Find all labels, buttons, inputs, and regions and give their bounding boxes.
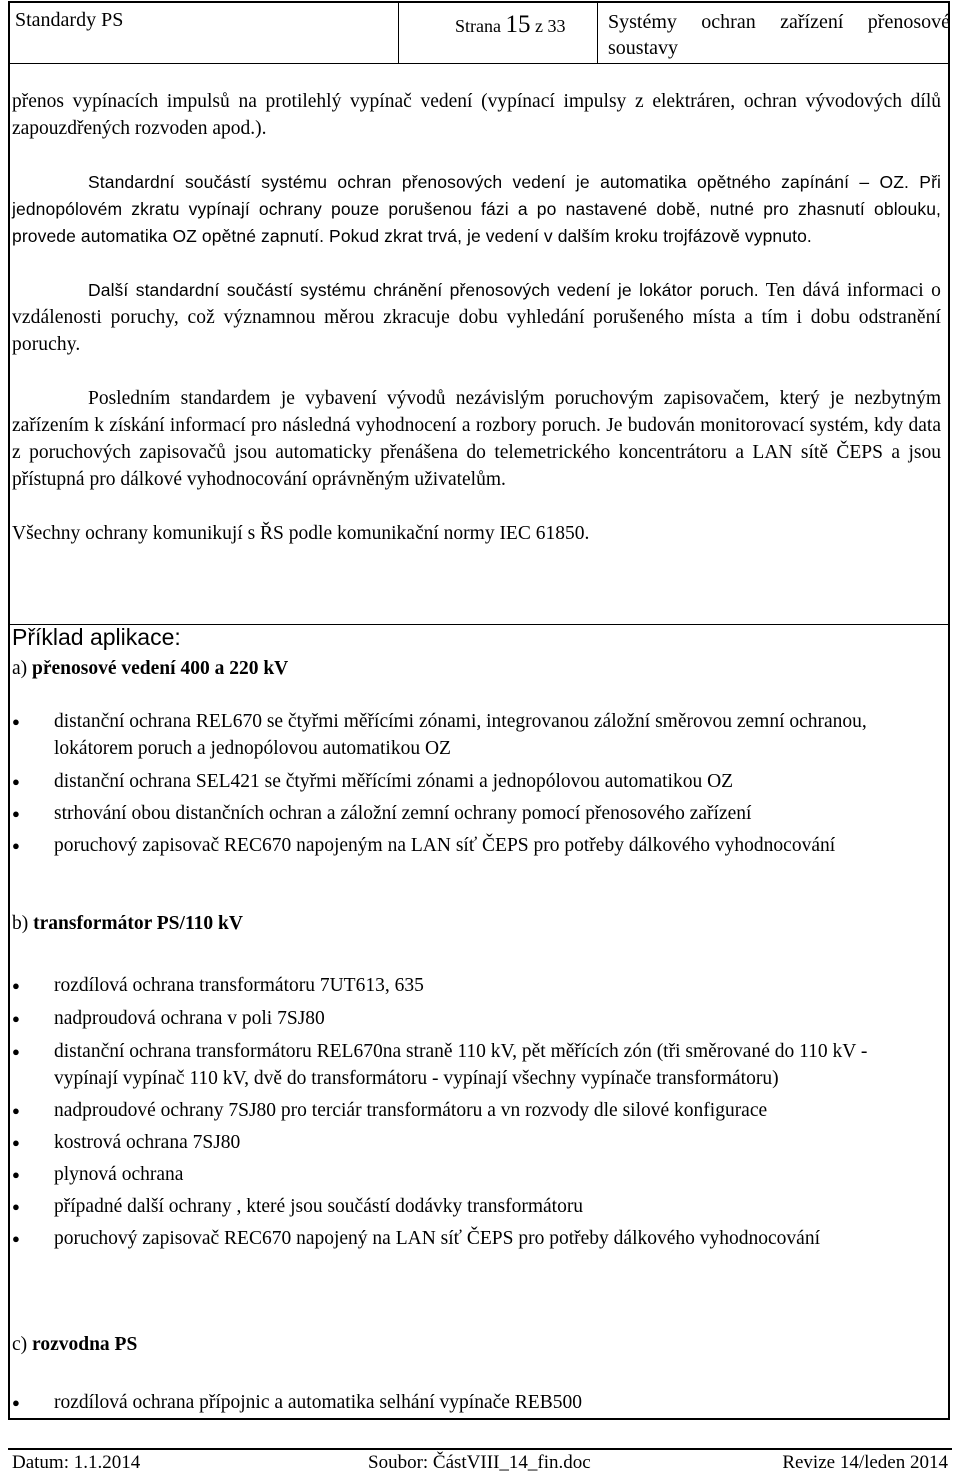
header-standard-title: Standardy PS <box>15 9 124 31</box>
page-number <box>455 11 565 39</box>
list-item: ● nadproudové ochrany 7SJ80 pro terciár transformátoru a vn rozvody dle silové konfigurace <box>12 1097 932 1124</box>
section-b-heading <box>12 913 243 935</box>
fault-locator-body: Ten dává informaci o vzdálenosti poruchy, což významnou měrou zkracuje dobu vyhledání porušeného místa a tím i dobu odstranění poruchy. <box>12 280 941 355</box>
page-of: z <box>534 16 543 36</box>
list-item: ● distanční ochrana SEL421 se čtyřmi měřícími zónami a jednopólovou automatikou OZ <box>12 768 932 795</box>
footer-revision: Revize 14/leden 2014 <box>782 1452 948 1473</box>
section-b-list <box>12 972 932 1252</box>
page-current: 15 <box>505 11 531 38</box>
header-title-line2: soustavy <box>608 37 678 59</box>
paragraph-transfer: přenos vypínacích impulsů na protilehlý vypínač vedení (vypínací impulsy z elektráren, ochran vývodových dílů zapouzdřených rozvoden apod.). <box>12 91 941 139</box>
header-title-line1: Systémy ochran zařízení přenosové <box>608 11 950 33</box>
paragraph-fault-recorder: Posledním standardem je vybavení vývodů nezávislým poruchovým zapisovačem, který je nezbytným zařízením k získání informací pro následná vyhodnocení a rozbory poruch. Je budován monitorovací systém, kdy data z poruchových zapisovačů jsou automaticky přenášena do telemetrického koncentrátoru a LAN sítě ČEPS a jsou přístupná pro dálkové vyhodnocování oprávněným uživatelům. <box>12 388 941 490</box>
header-document-title <box>608 9 950 61</box>
section-a-list <box>12 708 932 859</box>
footer-file: Soubor: ČástVIII_14_fin.doc <box>368 1452 591 1473</box>
body-text <box>12 88 941 547</box>
section-b-title: transformátor PS/110 kV <box>33 913 243 934</box>
list-item: ● plynová ochrana <box>12 1161 932 1188</box>
section-c-prefix: c) <box>12 1334 28 1355</box>
page-header <box>10 3 948 64</box>
section-b-prefix: b) <box>12 913 29 934</box>
section-c-title: rozvodna PS <box>32 1334 138 1355</box>
list-item: ● rozdílová ochrana transformátoru 7UT613, 635 <box>12 972 932 999</box>
list-item: ● poruchový zapisovač REC670 napojený na LAN síť ČEPS pro potřeby dálkového vyhodnocování <box>12 1225 932 1252</box>
section-a-heading <box>12 658 288 680</box>
list-item: ● případné další ochrany , které jsou součástí dodávky transformátoru <box>12 1193 932 1220</box>
list-item: ● strhování obou distančních ochran a záložní zemní ochrany pomocí přenosového zařízení <box>12 800 932 827</box>
header-page-cell <box>398 3 598 63</box>
footer-divider <box>8 1448 952 1450</box>
list-item: ● nadproudová ochrana v poli 7SJ80 <box>12 1005 932 1032</box>
list-item: ● kostrová ochrana 7SJ80 <box>12 1129 932 1156</box>
paragraph-auto-reclose <box>12 169 941 250</box>
paragraph-iec61850: Všechny ochrany komunikují s ŘS podle komunikační normy IEC 61850. <box>12 523 590 544</box>
list-item: ● poruchový zapisovač REC670 napojeným na LAN síť ČEPS pro potřeby dálkového vyhodnocování <box>12 832 932 859</box>
auto-reclose-lead: Standardní součástí systému ochran přenosových vedení je automatika opětného zapínání – OZ. <box>88 172 909 192</box>
list-item: ● distanční ochrana REL670 se čtyřmi měřícími zónami, integrovanou záložní směrovou zemní ochranou, lokátorem poruch a jednopólovou automatikou OZ <box>12 708 932 762</box>
section-a-prefix: a) <box>12 658 28 679</box>
section-a-title: přenosové vedení 400 a 220 kV <box>32 658 289 679</box>
header-standard-cell <box>10 3 398 63</box>
list-item: ● rozdílová ochrana přípojnic a automatika selhání vypínače REB500 <box>12 1389 932 1416</box>
example-heading: Příklad aplikace: <box>12 624 181 650</box>
list-item: ● distanční ochrana transformátoru REL670na straně 110 kV, pět měřících zón (tři směrované do 110 kV - vypínají vypínač 110 kV, dvě do transformátoru - vypínají všechny vypínače transformátoru) <box>12 1038 932 1092</box>
page-prefix: Strana <box>455 16 501 36</box>
page-total: 33 <box>547 16 566 36</box>
paragraph-fault-locator <box>12 277 941 358</box>
fault-locator-lead: Další standardní součástí systému chránění přenosových vedení je lokátor poruch. <box>88 280 759 300</box>
auto-reclose-body: Při jednopólovém zkratu vypínají ochrany pouze porušenou fázi a po nastavené době, nutné pro zhasnutí oblouku, provede automatika OZ opětné zapnutí. Pokud zkrat trvá, je vedení v dalším kroku trojfázově vypnuto. <box>12 172 941 246</box>
footer-date: Datum: 1.1.2014 <box>12 1452 141 1473</box>
section-c-list <box>12 1389 932 1416</box>
section-c-heading <box>12 1334 137 1356</box>
